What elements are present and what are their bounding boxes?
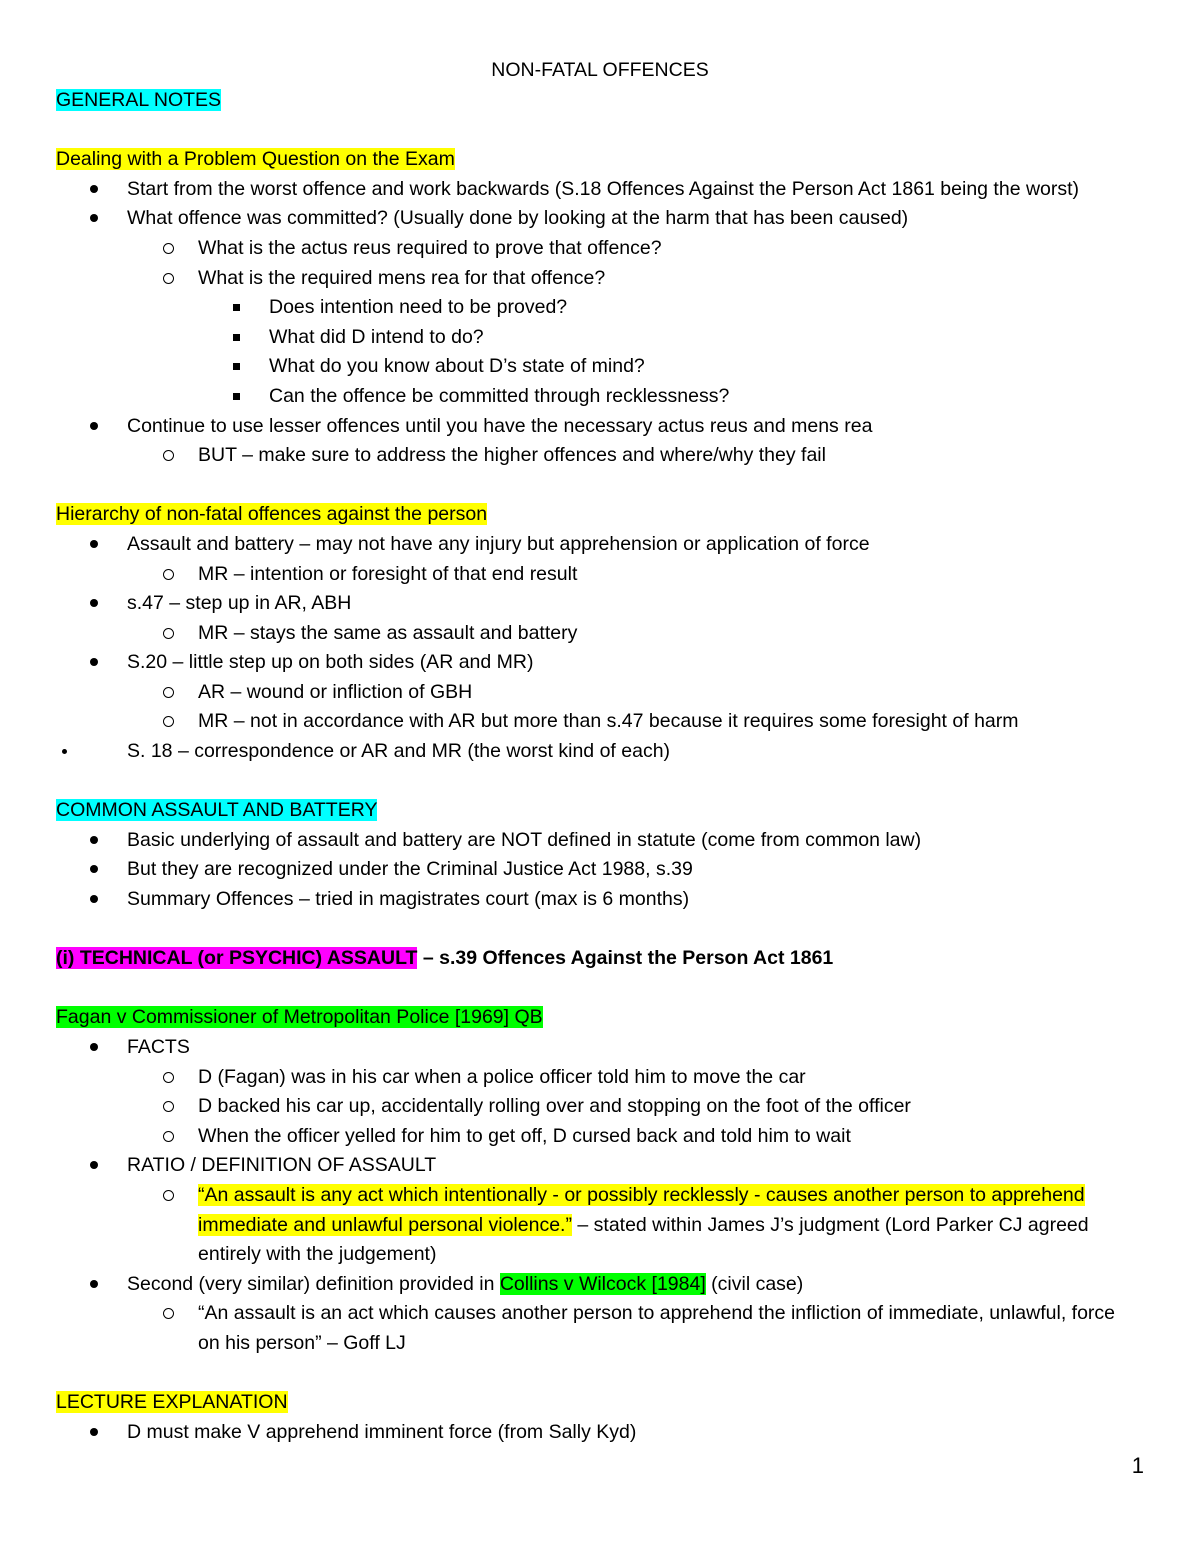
circle-bullet-icon [163, 687, 174, 698]
bullet-icon [90, 1043, 98, 1051]
circle-bullet-icon [163, 1308, 174, 1319]
list-item: Start from the worst offence and work backwards (S.18 Offences Against the Person Act 1861 being the worst) [0, 175, 1200, 205]
list-item: MR – stays the same as assault and battery [0, 619, 1200, 649]
list-item: Basic underlying of assault and battery are NOT defined in statute (come from common law) [0, 826, 1200, 856]
list-item: RATIO / DEFINITION OF ASSAULT [0, 1151, 1200, 1181]
fagan-case-heading: Fagan v Commissioner of Metropolitan Police [1969] QB [56, 1006, 543, 1029]
circle-bullet-icon [163, 1101, 174, 1112]
page-number: 1 [1131, 1453, 1144, 1478]
square-bullet-icon [233, 334, 240, 341]
bullet-icon [90, 1280, 98, 1288]
circle-bullet-icon [163, 1190, 174, 1201]
fagan-heading-line [0, 1003, 1200, 1033]
list-item: What did D intend to do? [0, 323, 1200, 353]
list-item: What do you know about D’s state of mind? [0, 352, 1200, 382]
circle-bullet-icon [163, 243, 174, 254]
list-item: Second (very similar) definition provided in Collins v Wilcock [1984] (civil case) [0, 1270, 1200, 1300]
common-assault-heading: COMMON ASSAULT AND BATTERY [56, 799, 378, 822]
bullet-icon [90, 1161, 98, 1169]
list-item: AR – wound or infliction of GBH [0, 678, 1200, 708]
ratio-quote: “An assault is any act which intentionally - or possibly recklessly - causes another person to apprehend immediate and unlawful personal violence.” [198, 1183, 1085, 1236]
list-item: When the officer yelled for him to get off, D cursed back and told him to wait [0, 1122, 1200, 1152]
list-item: D (Fagan) was in his car when a police officer told him to move the car [0, 1063, 1200, 1093]
list-item: MR – not in accordance with AR but more than s.47 because it requires some foresight of harm [0, 707, 1200, 737]
hierarchy-list [0, 530, 1200, 767]
technical-assault-statute: – s.39 Offences Against the Person Act 1861 [417, 947, 834, 970]
list-item: Summary Offences – tried in magistrates court (max is 6 months) [0, 885, 1200, 915]
square-bullet-icon [233, 363, 240, 370]
bullet-icon [90, 895, 98, 903]
list-item: S.20 – little step up on both sides (AR and MR) [0, 648, 1200, 678]
circle-bullet-icon [163, 1072, 174, 1083]
list-item: Continue to use lesser offences until you have the necessary actus reus and mens rea [0, 412, 1200, 442]
circle-bullet-icon [163, 1131, 174, 1142]
bullet-icon [90, 599, 98, 607]
list-item: Assault and battery – may not have any injury but apprehension or application of force [0, 530, 1200, 560]
circle-bullet-icon [163, 628, 174, 639]
lecture-explanation-heading: LECTURE EXPLANATION [56, 1391, 288, 1414]
general-notes-heading: GENERAL NOTES [56, 89, 222, 111]
list-item: “An assault is an act which causes another person to apprehend the infliction of immediate, unlawful, force on his person” – Goff LJ [0, 1299, 1200, 1358]
list-item: Can the offence be committed through recklessness? [0, 382, 1200, 412]
technical-assault-heading: (i) TECHNICAL (or PSYCHIC) ASSAULT [56, 947, 418, 970]
square-bullet-icon [233, 304, 240, 311]
problem-question-heading-line [0, 145, 1200, 175]
page-title: NON-FATAL OFFENCES [491, 59, 709, 81]
bullet-icon [90, 658, 98, 666]
list-item: s.47 – step up in AR, ABH [0, 589, 1200, 619]
section-heading-general [0, 86, 1200, 116]
bullet-icon [90, 185, 98, 193]
bullet-icon [90, 214, 98, 222]
list-item: What is the actus reus required to prove that offence? [0, 234, 1200, 264]
square-bullet-icon [233, 393, 240, 400]
bullet-icon [90, 1428, 98, 1436]
list-item: But they are recognized under the Criminal Justice Act 1988, s.39 [0, 855, 1200, 885]
lecture-heading-line [0, 1388, 1200, 1418]
document-page [0, 56, 1200, 1447]
bullet-icon [90, 865, 98, 873]
hierarchy-heading-line [0, 500, 1200, 530]
circle-bullet-icon [163, 273, 174, 284]
list-item: D must make V apprehend imminent force (from Sally Kyd) [0, 1418, 1200, 1448]
circle-bullet-icon [163, 569, 174, 580]
technical-assault-heading-line [0, 944, 1200, 974]
list-item: What offence was committed? (Usually done by looking at the harm that has been caused) [0, 204, 1200, 234]
list-item: S. 18 – correspondence or AR and MR (the worst kind of each) [0, 737, 1200, 767]
circle-bullet-icon [163, 716, 174, 727]
list-item: D backed his car up, accidentally rolling over and stopping on the foot of the officer [0, 1092, 1200, 1122]
list-item: FACTS [0, 1033, 1200, 1063]
general-notes-list [0, 175, 1200, 471]
fagan-list [0, 1033, 1200, 1359]
common-assault-heading-line [0, 796, 1200, 826]
collins-case-ref: Collins v Wilcock [1984] [499, 1272, 706, 1295]
bullet-icon [90, 422, 98, 430]
bullet-icon [62, 749, 67, 754]
list-item: BUT – make sure to address the higher offences and where/why they fail [0, 441, 1200, 471]
list-item: Does intention need to be proved? [0, 293, 1200, 323]
list-item: MR – intention or foresight of that end result [0, 560, 1200, 590]
bullet-icon [90, 836, 98, 844]
common-assault-list [0, 826, 1200, 915]
lecture-list [0, 1418, 1200, 1448]
list-item: “An assault is any act which intentionally - or possibly recklessly - causes another person to apprehend immediate and unlawful personal violence.” – stated within James J’s judgment (Lord Parker CJ agreed entirely with the judgement) [0, 1181, 1200, 1270]
list-item: What is the required mens rea for that offence? [0, 264, 1200, 294]
hierarchy-heading: Hierarchy of non-fatal offences against the person [56, 503, 488, 526]
bullet-icon [90, 540, 98, 548]
circle-bullet-icon [163, 450, 174, 461]
problem-question-heading: Dealing with a Problem Question on the Exam [56, 148, 455, 171]
